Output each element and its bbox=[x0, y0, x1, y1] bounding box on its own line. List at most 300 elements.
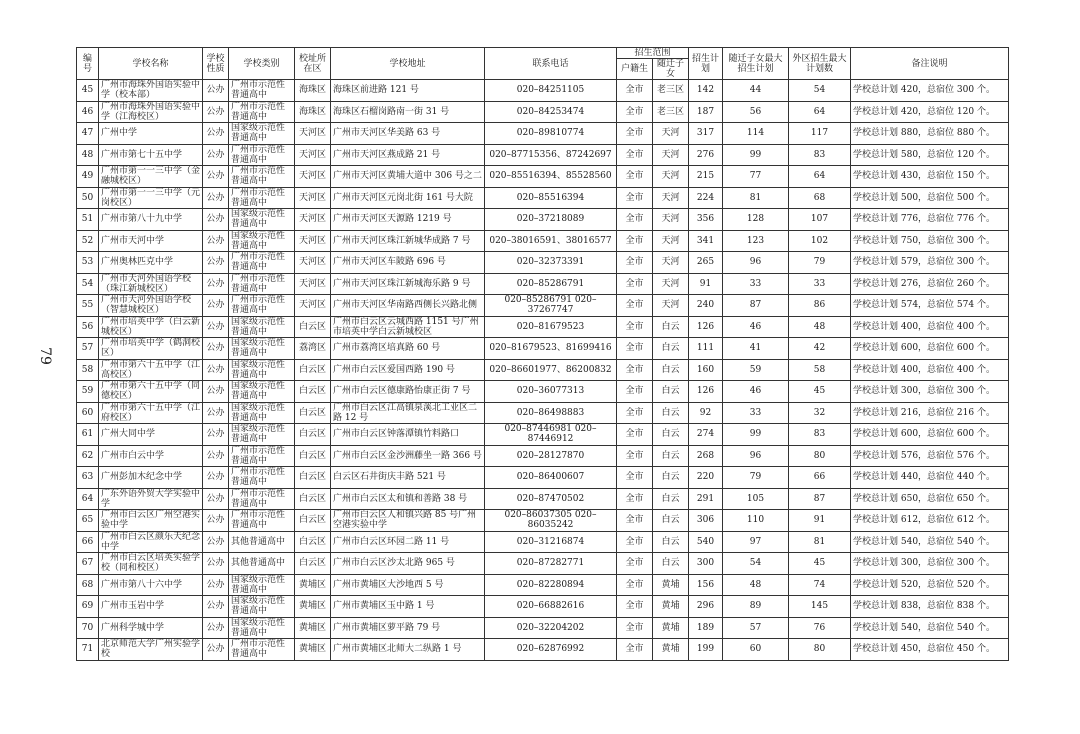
scope-suiqian: 白云 bbox=[653, 359, 689, 381]
school-nature: 公办 bbox=[203, 639, 229, 661]
school-name: 广州市白云中学 bbox=[99, 445, 203, 467]
scope-huji: 全市 bbox=[617, 424, 653, 446]
school-nature: 公办 bbox=[203, 166, 229, 188]
school-district: 天河区 bbox=[295, 144, 331, 166]
row-number: 63 bbox=[77, 467, 99, 489]
outside-district-max: 86 bbox=[789, 295, 851, 317]
school-name: 广州市第七十五中学 bbox=[99, 144, 203, 166]
remark-note: 学校总计划 420，总宿位 300 个。 bbox=[851, 80, 1009, 102]
school-name: 广州市第一一三中学（金融城校区） bbox=[99, 166, 203, 188]
scope-huji: 全市 bbox=[617, 123, 653, 145]
header-scope-suiqian: 随迁子女 bbox=[653, 59, 689, 80]
outside-district-max: 33 bbox=[789, 273, 851, 295]
scope-huji: 全市 bbox=[617, 596, 653, 618]
migrant-max-plan: 59 bbox=[723, 359, 789, 381]
row-number: 55 bbox=[77, 295, 99, 317]
school-nature: 公办 bbox=[203, 101, 229, 123]
school-name: 广州市培英中学（鹤洞校区） bbox=[99, 338, 203, 360]
table-row bbox=[77, 553, 1009, 575]
row-number: 58 bbox=[77, 359, 99, 381]
outside-district-max: 68 bbox=[789, 187, 851, 209]
school-nature: 公办 bbox=[203, 617, 229, 639]
remark-note: 学校总计划 750，总宿位 300 个。 bbox=[851, 230, 1009, 252]
school-nature: 公办 bbox=[203, 359, 229, 381]
school-address: 广州市天河区元岗北街 161 号大院 bbox=[331, 187, 485, 209]
migrant-max-plan: 81 bbox=[723, 187, 789, 209]
school-address: 广州市白云区德康路怡康正街 7 号 bbox=[331, 381, 485, 403]
scope-suiqian: 白云 bbox=[653, 402, 689, 424]
header-district: 校址所在区 bbox=[295, 48, 331, 80]
scope-huji: 全市 bbox=[617, 252, 653, 274]
scope-huji: 全市 bbox=[617, 209, 653, 231]
remark-note: 学校总计划 880，总宿位 880 个。 bbox=[851, 123, 1009, 145]
row-number: 67 bbox=[77, 553, 99, 575]
remark-note: 学校总计划 600，总宿位 600 个。 bbox=[851, 424, 1009, 446]
table-row bbox=[77, 510, 1009, 532]
enrollment-plan: 156 bbox=[689, 574, 723, 596]
contact-phone: 020–31216874 bbox=[485, 531, 617, 553]
school-nature: 公办 bbox=[203, 144, 229, 166]
header-name: 学校名称 bbox=[99, 48, 203, 80]
header-row bbox=[77, 48, 1009, 59]
scope-huji: 全市 bbox=[617, 574, 653, 596]
scope-suiqian: 白云 bbox=[653, 381, 689, 403]
table-row bbox=[77, 80, 1009, 102]
school-district: 白云区 bbox=[295, 402, 331, 424]
remark-note: 学校总计划 612，总宿位 612 个。 bbox=[851, 510, 1009, 532]
row-number: 49 bbox=[77, 166, 99, 188]
school-address: 广州市天河区燕成路 21 号 bbox=[331, 144, 485, 166]
scope-huji: 全市 bbox=[617, 467, 653, 489]
scope-huji: 全市 bbox=[617, 531, 653, 553]
school-address: 广州市白云区环园二路 11 号 bbox=[331, 531, 485, 553]
header-nature: 学校性质 bbox=[203, 48, 229, 80]
school-nature: 公办 bbox=[203, 209, 229, 231]
school-address: 广州市白云区江高镇泉溪北工业区二路 12 号 bbox=[331, 402, 485, 424]
enrollment-plan: 160 bbox=[689, 359, 723, 381]
migrant-max-plan: 41 bbox=[723, 338, 789, 360]
scope-suiqian: 黄埔 bbox=[653, 617, 689, 639]
row-number: 64 bbox=[77, 488, 99, 510]
school-address: 广州市天河区车陂路 696 号 bbox=[331, 252, 485, 274]
migrant-max-plan: 99 bbox=[723, 144, 789, 166]
row-number: 57 bbox=[77, 338, 99, 360]
remark-note: 学校总计划 300，总宿位 300 个。 bbox=[851, 553, 1009, 575]
school-category: 国家级示范性普通高中 bbox=[229, 359, 295, 381]
table-row bbox=[77, 574, 1009, 596]
table-row bbox=[77, 252, 1009, 274]
school-district: 白云区 bbox=[295, 316, 331, 338]
school-category: 广州市示范性普通高中 bbox=[229, 295, 295, 317]
contact-phone: 020–36077313 bbox=[485, 381, 617, 403]
outside-district-max: 74 bbox=[789, 574, 851, 596]
table-row bbox=[77, 381, 1009, 403]
school-nature: 公办 bbox=[203, 510, 229, 532]
school-nature: 公办 bbox=[203, 273, 229, 295]
contact-phone: 020–32204202 bbox=[485, 617, 617, 639]
remark-note: 学校总计划 838，总宿位 838 个。 bbox=[851, 596, 1009, 618]
outside-district-max: 80 bbox=[789, 445, 851, 467]
scope-huji: 全市 bbox=[617, 488, 653, 510]
scope-suiqian: 天河 bbox=[653, 166, 689, 188]
row-number: 68 bbox=[77, 574, 99, 596]
header-scope-huji: 户籍生 bbox=[617, 59, 653, 80]
header-migrant-max: 随迁子女最大招生计划 bbox=[723, 48, 789, 80]
school-district: 黄埔区 bbox=[295, 639, 331, 661]
outside-district-max: 91 bbox=[789, 510, 851, 532]
contact-phone: 020–38016591、38016577 bbox=[485, 230, 617, 252]
school-district: 白云区 bbox=[295, 381, 331, 403]
scope-suiqian: 黄埔 bbox=[653, 574, 689, 596]
migrant-max-plan: 48 bbox=[723, 574, 789, 596]
school-address: 广州市白云区沙太北路 965 号 bbox=[331, 553, 485, 575]
school-nature: 公办 bbox=[203, 553, 229, 575]
table-row bbox=[77, 596, 1009, 618]
scope-suiqian: 白云 bbox=[653, 531, 689, 553]
migrant-max-plan: 44 bbox=[723, 80, 789, 102]
row-number: 61 bbox=[77, 424, 99, 446]
school-name: 广州奥林匹克中学 bbox=[99, 252, 203, 274]
remark-note: 学校总计划 520，总宿位 520 个。 bbox=[851, 574, 1009, 596]
school-name: 广州科学城中学 bbox=[99, 617, 203, 639]
remark-note: 学校总计划 579，总宿位 300 个。 bbox=[851, 252, 1009, 274]
row-number: 60 bbox=[77, 402, 99, 424]
contact-phone: 020–82280894 bbox=[485, 574, 617, 596]
migrant-max-plan: 87 bbox=[723, 295, 789, 317]
row-number: 59 bbox=[77, 381, 99, 403]
table-row bbox=[77, 424, 1009, 446]
scope-suiqian: 白云 bbox=[653, 445, 689, 467]
migrant-max-plan: 96 bbox=[723, 252, 789, 274]
school-nature: 公办 bbox=[203, 467, 229, 489]
remark-note: 学校总计划 576，总宿位 576 个。 bbox=[851, 445, 1009, 467]
school-nature: 公办 bbox=[203, 316, 229, 338]
table-row bbox=[77, 209, 1009, 231]
school-address: 广州市黄埔区大沙地西 5 号 bbox=[331, 574, 485, 596]
row-number: 46 bbox=[77, 101, 99, 123]
contact-phone: 020–84251105 bbox=[485, 80, 617, 102]
scope-huji: 全市 bbox=[617, 101, 653, 123]
contact-phone: 020–86601977、86200832 bbox=[485, 359, 617, 381]
scope-suiqian: 天河 bbox=[653, 123, 689, 145]
school-address: 广州市白云区太和镇和善路 38 号 bbox=[331, 488, 485, 510]
school-category: 国家级示范性普通高中 bbox=[229, 424, 295, 446]
migrant-max-plan: 54 bbox=[723, 553, 789, 575]
migrant-max-plan: 123 bbox=[723, 230, 789, 252]
school-category: 广州市示范性普通高中 bbox=[229, 166, 295, 188]
school-category: 广州市示范性普通高中 bbox=[229, 101, 295, 123]
school-address: 广州市白云区爱国西路 190 号 bbox=[331, 359, 485, 381]
school-district: 白云区 bbox=[295, 359, 331, 381]
contact-phone: 020–86498883 bbox=[485, 402, 617, 424]
school-name: 广州市天河外国语学校（智慧城校区） bbox=[99, 295, 203, 317]
enrollment-plan: 92 bbox=[689, 402, 723, 424]
school-district: 荔湾区 bbox=[295, 338, 331, 360]
migrant-max-plan: 105 bbox=[723, 488, 789, 510]
school-name: 广州市第八十六中学 bbox=[99, 574, 203, 596]
school-district: 白云区 bbox=[295, 424, 331, 446]
row-number: 54 bbox=[77, 273, 99, 295]
school-address: 海珠区前进路 121 号 bbox=[331, 80, 485, 102]
header-category: 学校类别 bbox=[229, 48, 295, 80]
enrollment-plan: 356 bbox=[689, 209, 723, 231]
table-row bbox=[77, 488, 1009, 510]
school-category: 广州市示范性普通高中 bbox=[229, 488, 295, 510]
school-address: 白云区石井街庆丰路 521 号 bbox=[331, 467, 485, 489]
migrant-max-plan: 96 bbox=[723, 445, 789, 467]
row-number: 48 bbox=[77, 144, 99, 166]
scope-suiqian: 黄埔 bbox=[653, 596, 689, 618]
scope-suiqian: 白云 bbox=[653, 488, 689, 510]
scope-huji: 全市 bbox=[617, 80, 653, 102]
school-name: 广州市天河中学 bbox=[99, 230, 203, 252]
remark-note: 学校总计划 216，总宿位 216 个。 bbox=[851, 402, 1009, 424]
table-row bbox=[77, 445, 1009, 467]
remark-note: 学校总计划 430，总宿位 150 个。 bbox=[851, 166, 1009, 188]
enrollment-plan: 189 bbox=[689, 617, 723, 639]
school-category: 广州市示范性普通高中 bbox=[229, 510, 295, 532]
school-name: 广东外语外贸大学实验中学 bbox=[99, 488, 203, 510]
enrollment-plan: 187 bbox=[689, 101, 723, 123]
row-number: 56 bbox=[77, 316, 99, 338]
contact-phone: 020–87282771 bbox=[485, 553, 617, 575]
outside-district-max: 64 bbox=[789, 166, 851, 188]
school-name: 广州大同中学 bbox=[99, 424, 203, 446]
table-row bbox=[77, 295, 1009, 317]
contact-phone: 020–66882616 bbox=[485, 596, 617, 618]
school-district: 黄埔区 bbox=[295, 617, 331, 639]
contact-phone: 020–37218089 bbox=[485, 209, 617, 231]
school-district: 白云区 bbox=[295, 553, 331, 575]
outside-district-max: 145 bbox=[789, 596, 851, 618]
remark-note: 学校总计划 450，总宿位 450 个。 bbox=[851, 639, 1009, 661]
school-category: 广州市示范性普通高中 bbox=[229, 80, 295, 102]
school-category: 国家级示范性普通高中 bbox=[229, 574, 295, 596]
contact-phone: 020–86400607 bbox=[485, 467, 617, 489]
row-number: 53 bbox=[77, 252, 99, 274]
migrant-max-plan: 60 bbox=[723, 639, 789, 661]
scope-huji: 全市 bbox=[617, 187, 653, 209]
migrant-max-plan: 46 bbox=[723, 381, 789, 403]
school-address: 广州市白云区钟落潭镇竹料路口 bbox=[331, 424, 485, 446]
header-plan: 招生计划 bbox=[689, 48, 723, 80]
outside-district-max: 117 bbox=[789, 123, 851, 145]
scope-huji: 全市 bbox=[617, 510, 653, 532]
school-nature: 公办 bbox=[203, 488, 229, 510]
migrant-max-plan: 97 bbox=[723, 531, 789, 553]
scope-huji: 全市 bbox=[617, 402, 653, 424]
school-nature: 公办 bbox=[203, 574, 229, 596]
scope-suiqian: 黄埔 bbox=[653, 639, 689, 661]
migrant-max-plan: 46 bbox=[723, 316, 789, 338]
outside-district-max: 64 bbox=[789, 101, 851, 123]
school-category: 广州市示范性普通高中 bbox=[229, 273, 295, 295]
migrant-max-plan: 114 bbox=[723, 123, 789, 145]
migrant-max-plan: 128 bbox=[723, 209, 789, 231]
school-category: 广州市示范性普通高中 bbox=[229, 467, 295, 489]
contact-phone: 020–28127870 bbox=[485, 445, 617, 467]
scope-suiqian: 白云 bbox=[653, 467, 689, 489]
school-district: 天河区 bbox=[295, 273, 331, 295]
school-name: 广州市第六十五中学（同德校区） bbox=[99, 381, 203, 403]
scope-suiqian: 天河 bbox=[653, 295, 689, 317]
enrollment-plan: 291 bbox=[689, 488, 723, 510]
school-name: 广州中学 bbox=[99, 123, 203, 145]
school-category: 国家级示范性普通高中 bbox=[229, 316, 295, 338]
row-number: 70 bbox=[77, 617, 99, 639]
table-row bbox=[77, 617, 1009, 639]
school-district: 天河区 bbox=[295, 209, 331, 231]
school-district: 黄埔区 bbox=[295, 574, 331, 596]
table-row bbox=[77, 101, 1009, 123]
scope-huji: 全市 bbox=[617, 144, 653, 166]
school-address: 广州市白云区云城西路 1151 号广州市培英中学白云新城校区 bbox=[331, 316, 485, 338]
enrollment-plan: 91 bbox=[689, 273, 723, 295]
school-category: 国家级示范性普通高中 bbox=[229, 230, 295, 252]
scope-huji: 全市 bbox=[617, 166, 653, 188]
contact-phone: 020–84253474 bbox=[485, 101, 617, 123]
enrollment-plan: 265 bbox=[689, 252, 723, 274]
school-category: 国家级示范性普通高中 bbox=[229, 596, 295, 618]
row-number: 47 bbox=[77, 123, 99, 145]
table-row bbox=[77, 467, 1009, 489]
scope-suiqian: 白云 bbox=[653, 553, 689, 575]
scope-huji: 全市 bbox=[617, 381, 653, 403]
enrollment-plan: 341 bbox=[689, 230, 723, 252]
school-address: 广州市黄埔区北师大二纵路 1 号 bbox=[331, 639, 485, 661]
scope-suiqian: 白云 bbox=[653, 338, 689, 360]
migrant-max-plan: 110 bbox=[723, 510, 789, 532]
row-number: 71 bbox=[77, 639, 99, 661]
school-name: 广州市白云区广州空港实验中学 bbox=[99, 510, 203, 532]
school-nature: 公办 bbox=[203, 402, 229, 424]
school-category: 广州市示范性普通高中 bbox=[229, 445, 295, 467]
remark-note: 学校总计划 300，总宿位 300 个。 bbox=[851, 381, 1009, 403]
table-row bbox=[77, 166, 1009, 188]
row-number: 62 bbox=[77, 445, 99, 467]
remark-note: 学校总计划 400，总宿位 400 个。 bbox=[851, 316, 1009, 338]
outside-district-max: 32 bbox=[789, 402, 851, 424]
outside-district-max: 48 bbox=[789, 316, 851, 338]
migrant-max-plan: 89 bbox=[723, 596, 789, 618]
row-number: 52 bbox=[77, 230, 99, 252]
school-district: 天河区 bbox=[295, 187, 331, 209]
school-name: 广州市白云区颜乐天纪念中学 bbox=[99, 531, 203, 553]
scope-suiqian: 天河 bbox=[653, 230, 689, 252]
migrant-max-plan: 99 bbox=[723, 424, 789, 446]
scope-huji: 全市 bbox=[617, 617, 653, 639]
school-address: 海珠区石榴岗路南一街 31 号 bbox=[331, 101, 485, 123]
school-nature: 公办 bbox=[203, 445, 229, 467]
enrollment-plan: 199 bbox=[689, 639, 723, 661]
enrollment-plan: 300 bbox=[689, 553, 723, 575]
school-category: 其他普通高中 bbox=[229, 531, 295, 553]
school-category: 国家级示范性普通高中 bbox=[229, 617, 295, 639]
scope-huji: 全市 bbox=[617, 639, 653, 661]
remark-note: 学校总计划 420，总宿位 120 个。 bbox=[851, 101, 1009, 123]
school-name: 广州市海珠外国语实验中学（江海校区） bbox=[99, 101, 203, 123]
outside-district-max: 79 bbox=[789, 252, 851, 274]
school-nature: 公办 bbox=[203, 252, 229, 274]
enrollment-plan: 240 bbox=[689, 295, 723, 317]
school-name: 广州市第六十五中学（江高校区） bbox=[99, 359, 203, 381]
enrollment-plan: 306 bbox=[689, 510, 723, 532]
table-row bbox=[77, 316, 1009, 338]
school-name: 广州市玉岩中学 bbox=[99, 596, 203, 618]
row-number: 65 bbox=[77, 510, 99, 532]
outside-district-max: 87 bbox=[789, 488, 851, 510]
migrant-max-plan: 56 bbox=[723, 101, 789, 123]
contact-phone: 020–87715356、87242697 bbox=[485, 144, 617, 166]
school-nature: 公办 bbox=[203, 424, 229, 446]
remark-note: 学校总计划 776，总宿位 776 个。 bbox=[851, 209, 1009, 231]
school-district: 天河区 bbox=[295, 230, 331, 252]
scope-suiqian: 天河 bbox=[653, 187, 689, 209]
remark-note: 学校总计划 440，总宿位 440 个。 bbox=[851, 467, 1009, 489]
outside-district-max: 107 bbox=[789, 209, 851, 231]
outside-district-max: 58 bbox=[789, 359, 851, 381]
outside-district-max: 45 bbox=[789, 381, 851, 403]
school-table bbox=[76, 47, 1009, 661]
enrollment-plan: 126 bbox=[689, 381, 723, 403]
enrollment-plan: 111 bbox=[689, 338, 723, 360]
school-name: 广州市培英中学（白云新城校区） bbox=[99, 316, 203, 338]
enrollment-plan: 142 bbox=[689, 80, 723, 102]
school-district: 黄埔区 bbox=[295, 596, 331, 618]
contact-phone: 020–85286791 020–37267747 bbox=[485, 295, 617, 317]
header-no: 编号 bbox=[77, 48, 99, 80]
school-nature: 公办 bbox=[203, 230, 229, 252]
school-nature: 公办 bbox=[203, 381, 229, 403]
contact-phone: 020–87446981 020–87446912 bbox=[485, 424, 617, 446]
row-number: 50 bbox=[77, 187, 99, 209]
enrollment-plan: 540 bbox=[689, 531, 723, 553]
header-phone: 联系电话 bbox=[485, 48, 617, 80]
school-address: 广州市天河区华南路西侧长兴路北侧 bbox=[331, 295, 485, 317]
enrollment-plan: 274 bbox=[689, 424, 723, 446]
scope-huji: 全市 bbox=[617, 338, 653, 360]
contact-phone: 020–85516394 bbox=[485, 187, 617, 209]
migrant-max-plan: 33 bbox=[723, 402, 789, 424]
remark-note: 学校总计划 580，总宿位 120 个。 bbox=[851, 144, 1009, 166]
migrant-max-plan: 79 bbox=[723, 467, 789, 489]
school-nature: 公办 bbox=[203, 531, 229, 553]
school-address: 广州市天河区珠江新城华成路 7 号 bbox=[331, 230, 485, 252]
header-outside-max: 外区招生最大计划数 bbox=[789, 48, 851, 80]
school-category: 广州市示范性普通高中 bbox=[229, 252, 295, 274]
enrollment-plan: 296 bbox=[689, 596, 723, 618]
scope-huji: 全市 bbox=[617, 445, 653, 467]
scope-huji: 全市 bbox=[617, 359, 653, 381]
remark-note: 学校总计划 600，总宿位 600 个。 bbox=[851, 338, 1009, 360]
scope-suiqian: 天河 bbox=[653, 273, 689, 295]
school-nature: 公办 bbox=[203, 295, 229, 317]
school-category: 国家级示范性普通高中 bbox=[229, 123, 295, 145]
school-district: 海珠区 bbox=[295, 80, 331, 102]
contact-phone: 020–89810774 bbox=[485, 123, 617, 145]
remark-note: 学校总计划 500，总宿位 500 个。 bbox=[851, 187, 1009, 209]
outside-district-max: 66 bbox=[789, 467, 851, 489]
remark-note: 学校总计划 540，总宿位 540 个。 bbox=[851, 531, 1009, 553]
row-number: 66 bbox=[77, 531, 99, 553]
row-number: 51 bbox=[77, 209, 99, 231]
school-address: 广州市白云区金沙洲藤坐一路 366 号 bbox=[331, 445, 485, 467]
school-category: 广州市示范性普通高中 bbox=[229, 187, 295, 209]
school-district: 天河区 bbox=[295, 252, 331, 274]
school-district: 海珠区 bbox=[295, 101, 331, 123]
remark-note: 学校总计划 574，总宿位 574 个。 bbox=[851, 295, 1009, 317]
outside-district-max: 83 bbox=[789, 144, 851, 166]
